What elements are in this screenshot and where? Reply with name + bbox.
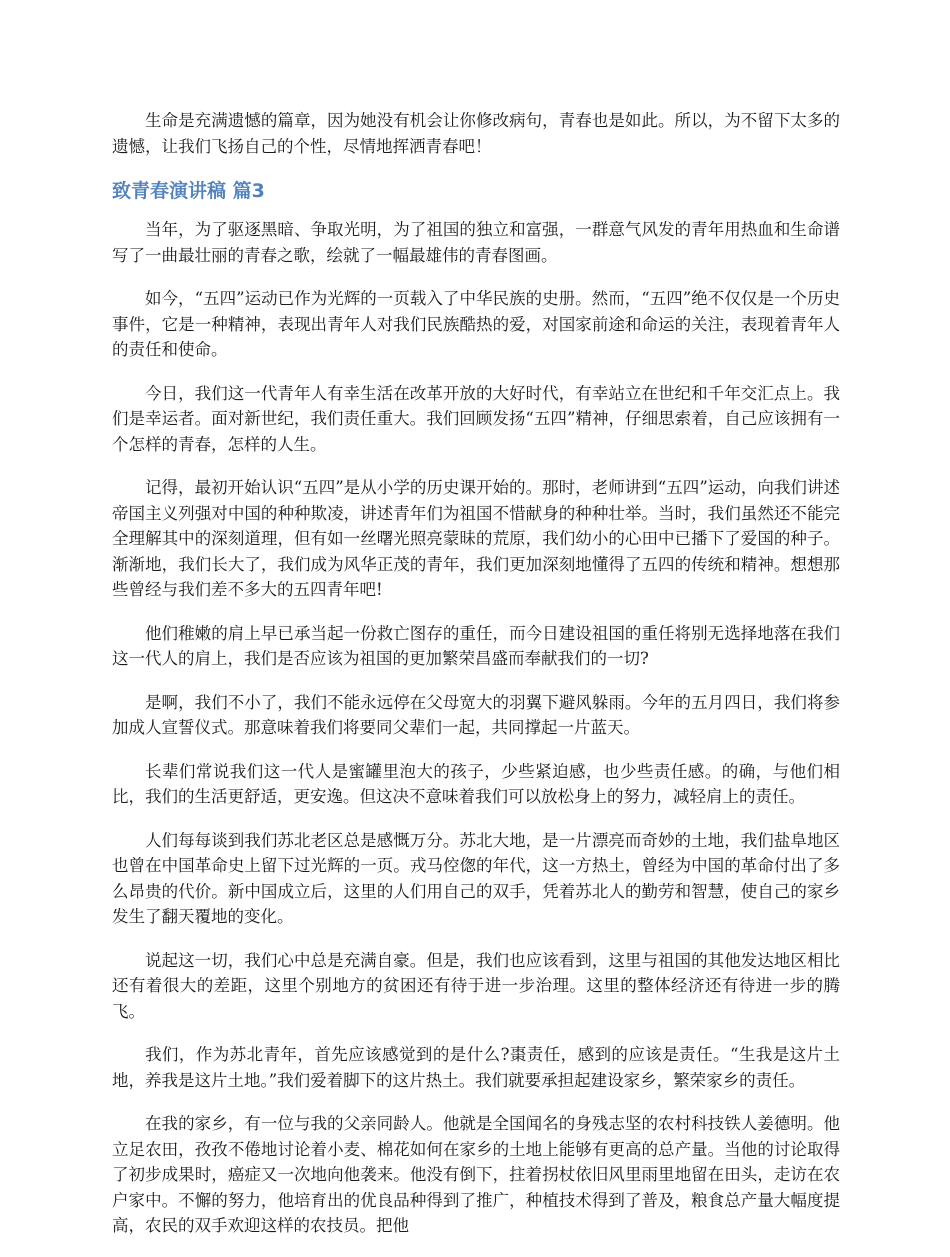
paragraph: 今日，我们这一代青年人有幸生活在改革开放的大好时代，有幸站立在世纪和千年交汇点上。我们是幸运者。面对新世纪，我们责任重大。我们回顾发扬“五四”精神，仔细思索着，自己应该拥有一个怎样的青春，怎样的人生。 [112,383,840,454]
paragraph: 在我的家乡，有一位与我的父亲同龄人。他就是全国闻名的身残志坚的农村科技铁人姜德明。他立足农田，孜孜不倦地讨论着小麦、棉花如何在家乡的土地上能够有更高的总产量。当他的讨论取得了初步成果时，癌症又一次地向他袭来。他没有倒下，拄着拐杖依旧风里雨里地留在田头，走访在农户家中。不懈的努力，他培育出的优良品种得到了推广，种植技术得到了普及，粮食总产量大幅度提高，农民的双手欢迎这样的农技员。把他 [112,1114,840,1235]
section-heading: 致青春演讲稿 篇3 [112,180,265,202]
paragraph: 说起这一切，我们心中总是充满自豪。但是，我们也应该看到，这里与祖国的其他发达地区相比还有着很大的差距，这里个别地方的贫困还有待于进一步治理。这里的整体经济还有待进一步的腾飞。 [112,950,840,1021]
document-body [112,108,840,1257]
paragraph: 他们稚嫩的肩上早已承当起一份救亡图存的重任，而今日建设祖国的重任将别无选择地落在我们这一代人的肩上，我们是否应该为祖国的更加繁荣昌盛而奉献我们的一切? [112,623,840,668]
paragraph-intro: 生命是充满遗憾的篇章，因为她没有机会让你修改病句，青春也是如此。所以，为不留下太多的遗憾，让我们飞扬自己的个性，尽情地挥洒青春吧！ [112,111,840,156]
paragraph: 我们，作为苏北青年，首先应该感觉到的是什么?棗责任，感到的应该是责任。“生我是这片土地，养我是这片土地。”我们爱着脚下的这片热土。我们就要承担起建设家乡，繁荣家乡的责任。 [112,1045,840,1090]
paragraph: 如今，“五四”运动已作为光辉的一页载入了中华民族的史册。然而，“五四”绝不仅仅是一个历史事件，它是一种精神，表现出青年人对我们民族酷热的爱，对国家前途和命运的关注，表现着青年人的责任和使命。 [112,289,840,359]
paragraph: 当年，为了驱逐黑暗、争取光明，为了祖国的独立和富强，一群意气风发的青年用热血和生命谱写了一曲最壮丽的青春之歌，绘就了一幅最雄伟的青春图画。 [112,220,840,265]
paragraph: 人们每每谈到我们苏北老区总是感慨万分。苏北大地，是一片漂亮而奇妙的土地，我们盐阜地区也曾在中国革命史上留下过光辉的一页。戎马倥偬的年代，这一方热土，曾经为中国的革命付出了多么昂贵的代价。新中国成立后，这里的人们用自己的双手，凭着苏北人的勤劳和智慧，使自己的家乡发生了翻天覆地的变化。 [112,830,840,926]
paragraph: 长辈们常说我们这一代人是蜜罐里泡大的孩子，少些紧迫感，也少些责任感。的确，与他们相比，我们的生活更舒适，更安逸。但这决不意味着我们可以放松身上的努力，减轻肩上的责任。 [112,761,840,806]
paragraph: 记得，最初开始认识“五四”是从小学的历史课开始的。那时，老师讲到“五四”运动，向我们讲述帝国主义列强对中国的种种欺凌，讲述青年们为祖国不惜献身的种种壮举。当时，我们虽然还不能完全理解其中的深刻道理，但有如一丝曙光照亮蒙昧的荒原，我们幼小的心田中已播下了爱国的种子。渐渐地，我们长大了，我们成为风华正茂的青年，我们更加深刻地懂得了五四的传统和精神。想想那些曾经与我们差不多大的五四青年吧! [112,478,840,599]
paragraph: 是啊，我们不小了，我们不能永远停在父母宽大的羽翼下避风躲雨。今年的五月四日，我们将参加成人宣誓仪式。那意味着我们将要同父辈们一起，共同撑起一片蓝天。 [112,692,840,737]
